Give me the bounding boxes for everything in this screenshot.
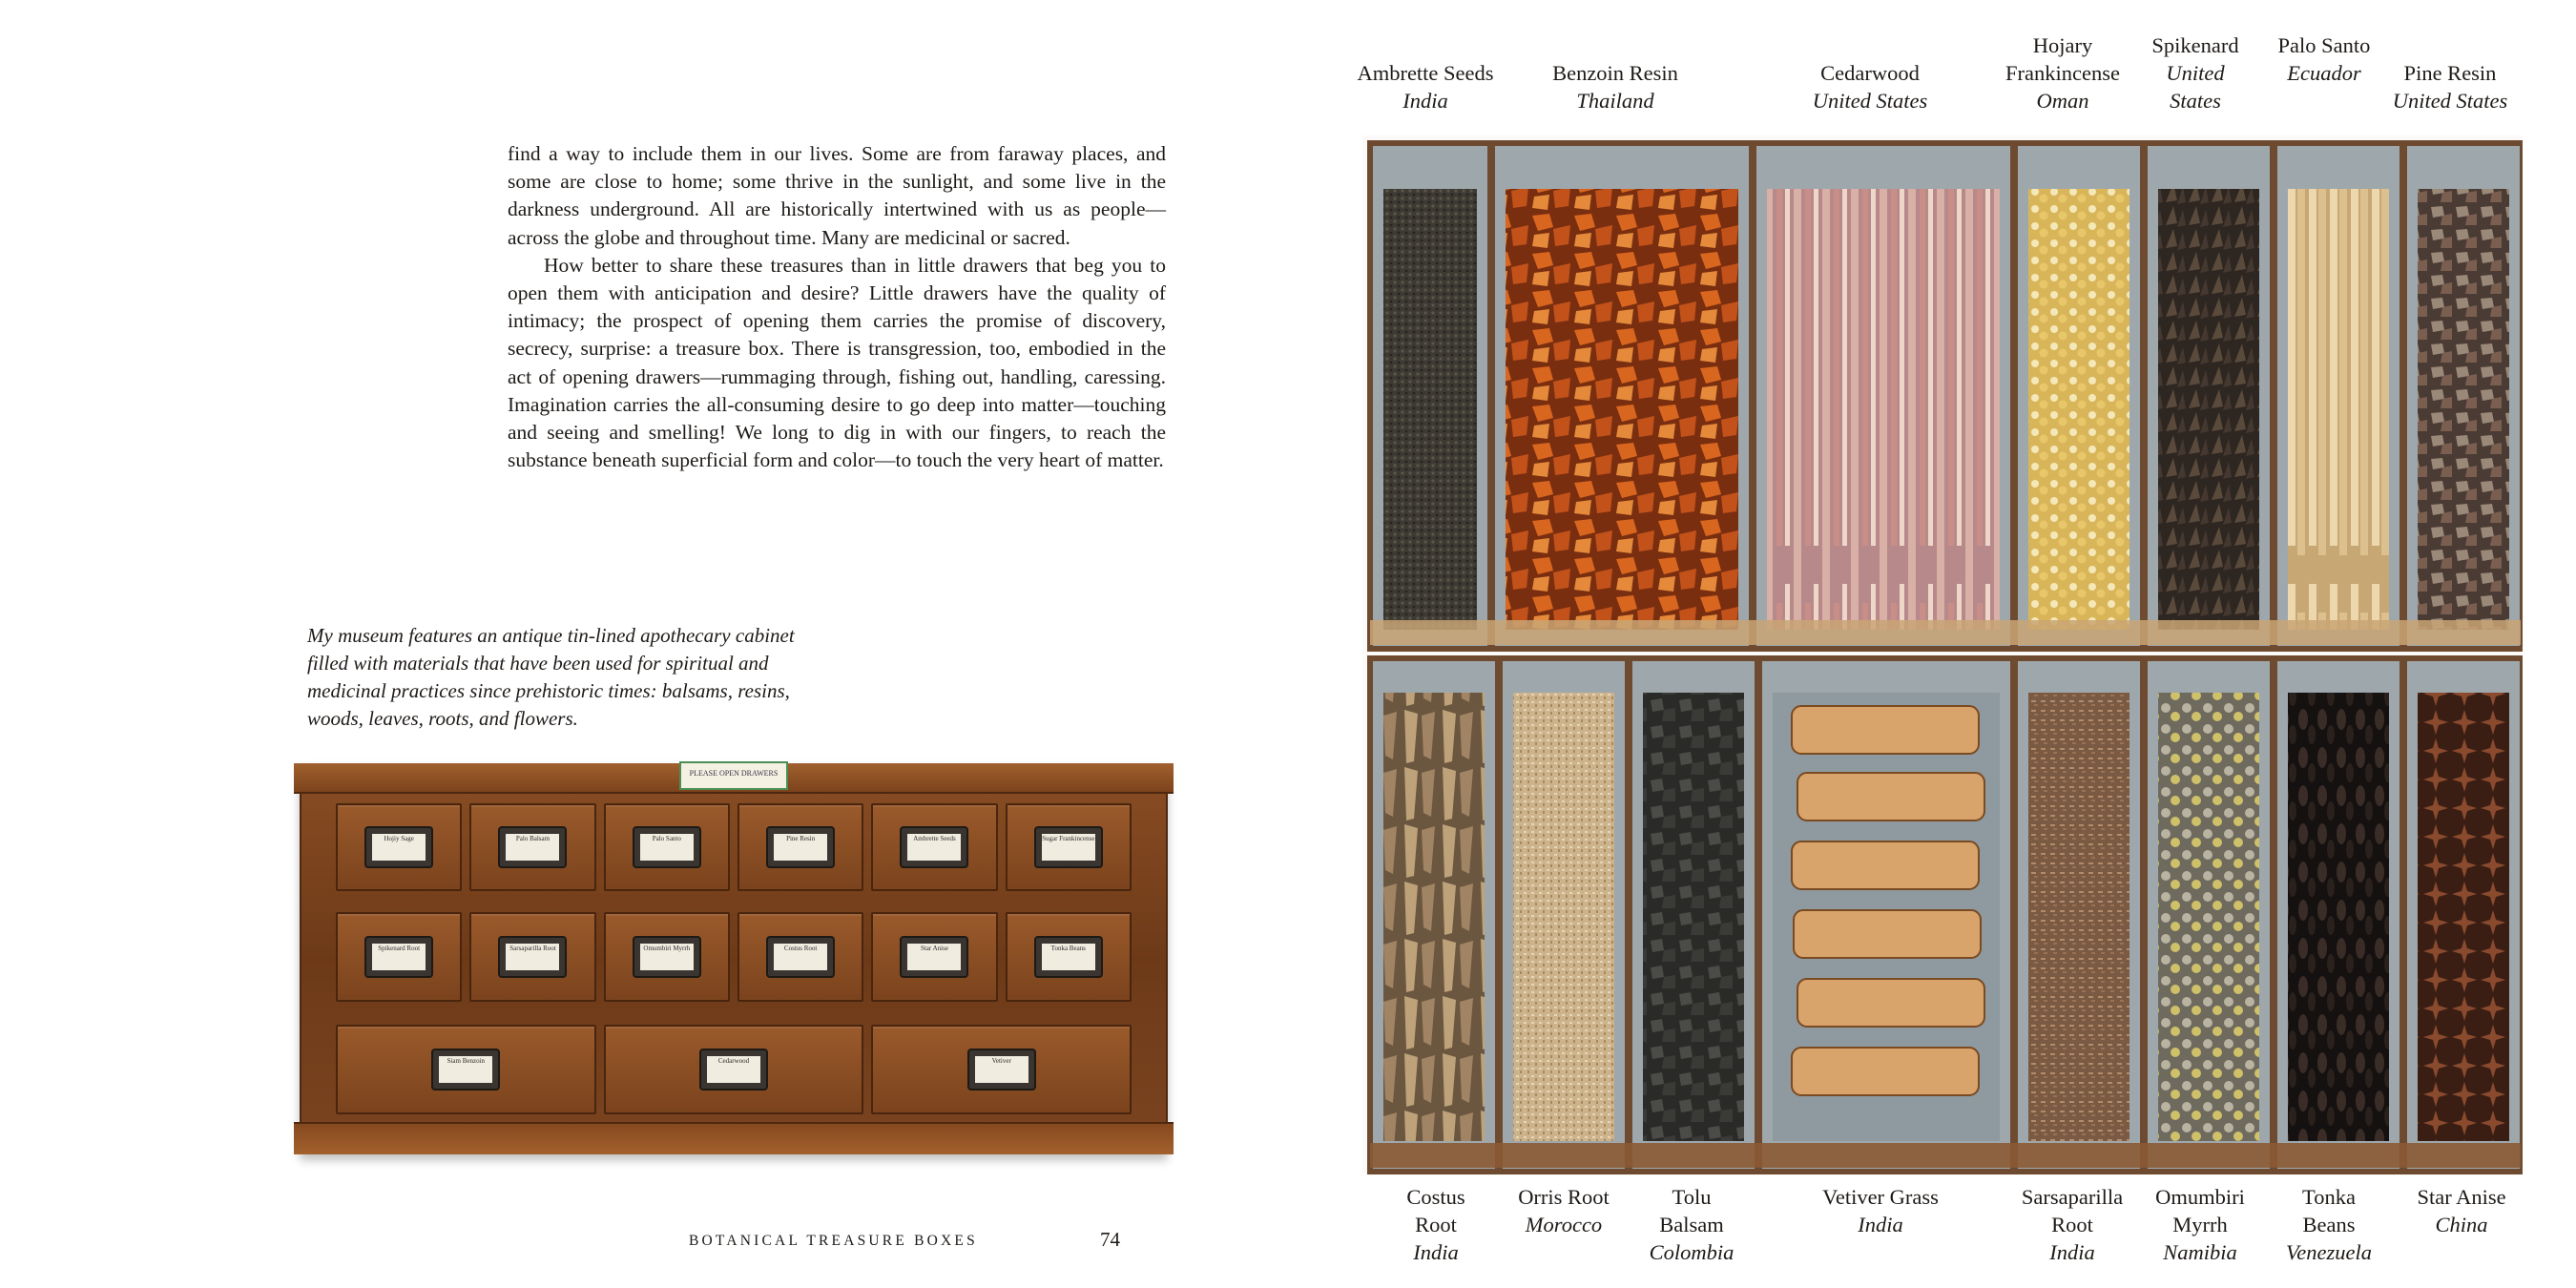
label-name: Tonka Beans: [2302, 1185, 2356, 1236]
drawer: [604, 1025, 864, 1114]
body-paragraph-2: How better to share these treasures than in little drawers that beg you to open them with anticipation and desire? Little drawers have the quality of intimacy; the prospect of opening them carries the promise of discovery, secrecy, surprise: a treasure box. There is transgression, too, embodied in the act of opening drawers—rummaging through, fishing out, handling, caressing. Imagination carries the all-consuming desire to go deep into matter—touching and seeing and smelling! We long to dig in with our fingers, to reach the substance beneath superficial form and color—to touch the very heart of matter.: [508, 253, 1166, 472]
label-origin: Venezuela: [2286, 1240, 2372, 1264]
running-footer: BOTANICAL TREASURE BOXES: [689, 1233, 978, 1249]
drawer-label-plate: [633, 936, 701, 978]
label-name: Pine Resin: [2403, 61, 2497, 85]
drawer-label: Sarsaparilla Root: [506, 944, 559, 970]
drawer-label: Spikenard Root: [372, 944, 426, 970]
drawer-label: Cedarwood: [707, 1056, 760, 1083]
label-benzoin-resin: [1552, 59, 1678, 114]
drawer-orris-root: [1500, 658, 1628, 1172]
drawer: [1006, 803, 1132, 891]
label-orris-root: [1518, 1183, 1610, 1238]
drawer-label: Ambrette Seeds: [907, 834, 961, 861]
drawer-pine-resin: [2404, 143, 2523, 649]
drawer-palo-santo: [2275, 143, 2402, 649]
label-origin: India: [1413, 1240, 1459, 1264]
drawer-tonka-beans: [2275, 658, 2402, 1172]
drawer-tolu-balsam: [1630, 658, 1757, 1172]
label-tolu-balsam: [1650, 1183, 1735, 1266]
label-origin: India: [2049, 1240, 2095, 1264]
drawer-label-plate: [1034, 936, 1103, 978]
label-origin: United States: [1812, 89, 1928, 113]
drawer-label-plate: [1034, 826, 1103, 868]
drawer-row-3: [336, 1025, 1132, 1114]
drawer: [604, 912, 730, 1002]
label-name: Ambrette Seeds: [1357, 61, 1494, 85]
label-spikenard: [2138, 31, 2253, 114]
drawer-label: Palo Balsam: [506, 834, 559, 861]
label-origin: Ecuador: [2287, 61, 2361, 85]
label-origin: China: [2435, 1213, 2488, 1236]
drawer-label: Palo Santo: [640, 834, 694, 861]
cabinet-base: [294, 1122, 1174, 1154]
drawer-label-plate: [431, 1049, 500, 1091]
label-origin: United States: [2166, 61, 2225, 113]
label-origin: Colombia: [1649, 1240, 1735, 1264]
drawer-hojary-frankincense: [2015, 143, 2143, 649]
label-origin: Thailand: [1576, 89, 1654, 113]
drawer: [336, 1025, 596, 1114]
page-number: 74: [1100, 1228, 1120, 1251]
drawer-label: Sugar Frankincense: [1042, 834, 1095, 861]
label-hojary-frankincense: [1996, 31, 2129, 114]
drawer-label-plate: [364, 936, 433, 978]
label-name: Cedarwood: [1820, 61, 1920, 85]
drawer: [336, 912, 462, 1002]
drawer: [336, 803, 462, 891]
cabinet-sign: PLEASE OPEN DRAWERS: [679, 761, 788, 790]
drawer-benzoin-resin: [1492, 143, 1752, 649]
drawer-label-plate: [766, 826, 835, 868]
drawer-label-plate: [900, 826, 968, 868]
label-sarsaparilla-root: [2015, 1183, 2129, 1266]
drawer: [469, 912, 595, 1002]
label-origin: Namibia: [2163, 1240, 2237, 1264]
drawer-label-plate: [967, 1049, 1036, 1091]
drawer-star-anise: [2404, 658, 2523, 1172]
label-tonka-beans: [2286, 1183, 2372, 1266]
label-name: Hojary Frankincense: [2005, 33, 2120, 85]
drawer-label-plate: [498, 936, 567, 978]
drawer-label: Costus Root: [774, 944, 827, 970]
drawer-ambrette-seeds: [1370, 143, 1490, 649]
drawer-label: Siam Benzoin: [439, 1056, 492, 1083]
drawer-cedarwood: [1754, 143, 2013, 649]
label-omumbiri-myrrh: [2143, 1183, 2257, 1266]
label-name: Orris Root: [1518, 1185, 1610, 1209]
drawer-row-2: [336, 912, 1132, 1002]
label-name: Star Anise: [2417, 1185, 2506, 1209]
label-name: Palo Santo: [2277, 33, 2371, 57]
drawer-sarsaparilla-root: [2015, 658, 2143, 1172]
drawer-spikenard: [2145, 143, 2273, 649]
drawer: [604, 803, 730, 891]
drawer-label: Star Anise: [907, 944, 961, 970]
apothecary-cabinet-photo: [300, 763, 1168, 1154]
drawer-label-plate: [633, 826, 701, 868]
drawer: [871, 803, 997, 891]
body-paragraph-1: find a way to include them in our lives. Some are from faraway places, and some are close to home; some thrive in the sunlight, and some live in the darkness underground. All are historically intertwined with us as people—across the globe and throughout time. Many are medicinal or sacred.: [508, 142, 1166, 249]
label-cedarwood: [1813, 59, 1928, 114]
drawer-label-plate: [364, 826, 433, 868]
drawer-label: Hojiy Sage: [372, 834, 426, 861]
drawer-label: Omumbiri Myrrh: [640, 944, 694, 970]
photo-caption: My museum features an antique tin-lined apothecary cabinet filled with materials that have been used for spiritual and medicinal practices since prehistoric times: balsams, resins, woods, leaves, roots, and flowers.: [307, 624, 795, 730]
drawer: [1006, 912, 1132, 1002]
label-name: Vetiver Grass: [1822, 1185, 1939, 1209]
drawer-label-plate: [766, 936, 835, 978]
label-ambrette-seeds: [1357, 59, 1493, 114]
label-pine-resin: [2393, 59, 2508, 114]
drawer: [469, 803, 595, 891]
label-palo-santo: [2276, 31, 2372, 87]
label-origin: Oman: [2036, 89, 2089, 113]
label-origin: India: [1402, 89, 1448, 113]
drawer-label: Pine Resin: [774, 834, 827, 861]
drawer: [737, 803, 863, 891]
top-row-drawer-fronts: [1370, 620, 2521, 645]
label-origin: Morocco: [1525, 1213, 1603, 1236]
body-text: [508, 140, 1166, 474]
drawer: [871, 912, 997, 1002]
bottom-row-drawer-fronts: [1370, 1143, 2521, 1168]
drawer-label-plate: [498, 826, 567, 868]
label-vetiver-grass: [1822, 1183, 1939, 1238]
drawer-label: Tonka Beans: [1042, 944, 1095, 970]
label-name: Omumbiri Myrrh: [2155, 1185, 2245, 1236]
drawer-label: Vetiver: [975, 1056, 1028, 1083]
label-star-anise: [2417, 1183, 2505, 1238]
drawer: [737, 912, 863, 1002]
label-costus-root: [1402, 1183, 1469, 1266]
label-name: Tolu Balsam: [1659, 1185, 1724, 1236]
label-name: Costus Root: [1406, 1185, 1465, 1236]
label-name: Benzoin Resin: [1552, 61, 1678, 85]
drawer-row-1: [336, 803, 1132, 891]
botanical-drawers-photo: [1362, 135, 2523, 1175]
drawer-costus-root: [1370, 658, 1498, 1172]
drawer-label-plate: [900, 936, 968, 978]
drawer: [871, 1025, 1132, 1114]
label-origin: United States: [2392, 89, 2508, 113]
label-origin: India: [1858, 1213, 1903, 1236]
label-name: Spikenard: [2151, 33, 2239, 57]
drawer-label-plate: [699, 1049, 768, 1091]
drawer-omumbiri-myrrh: [2145, 658, 2273, 1172]
label-name: Sarsaparilla Root: [2021, 1185, 2124, 1236]
drawer-vetiver-grass: [1759, 658, 2013, 1172]
